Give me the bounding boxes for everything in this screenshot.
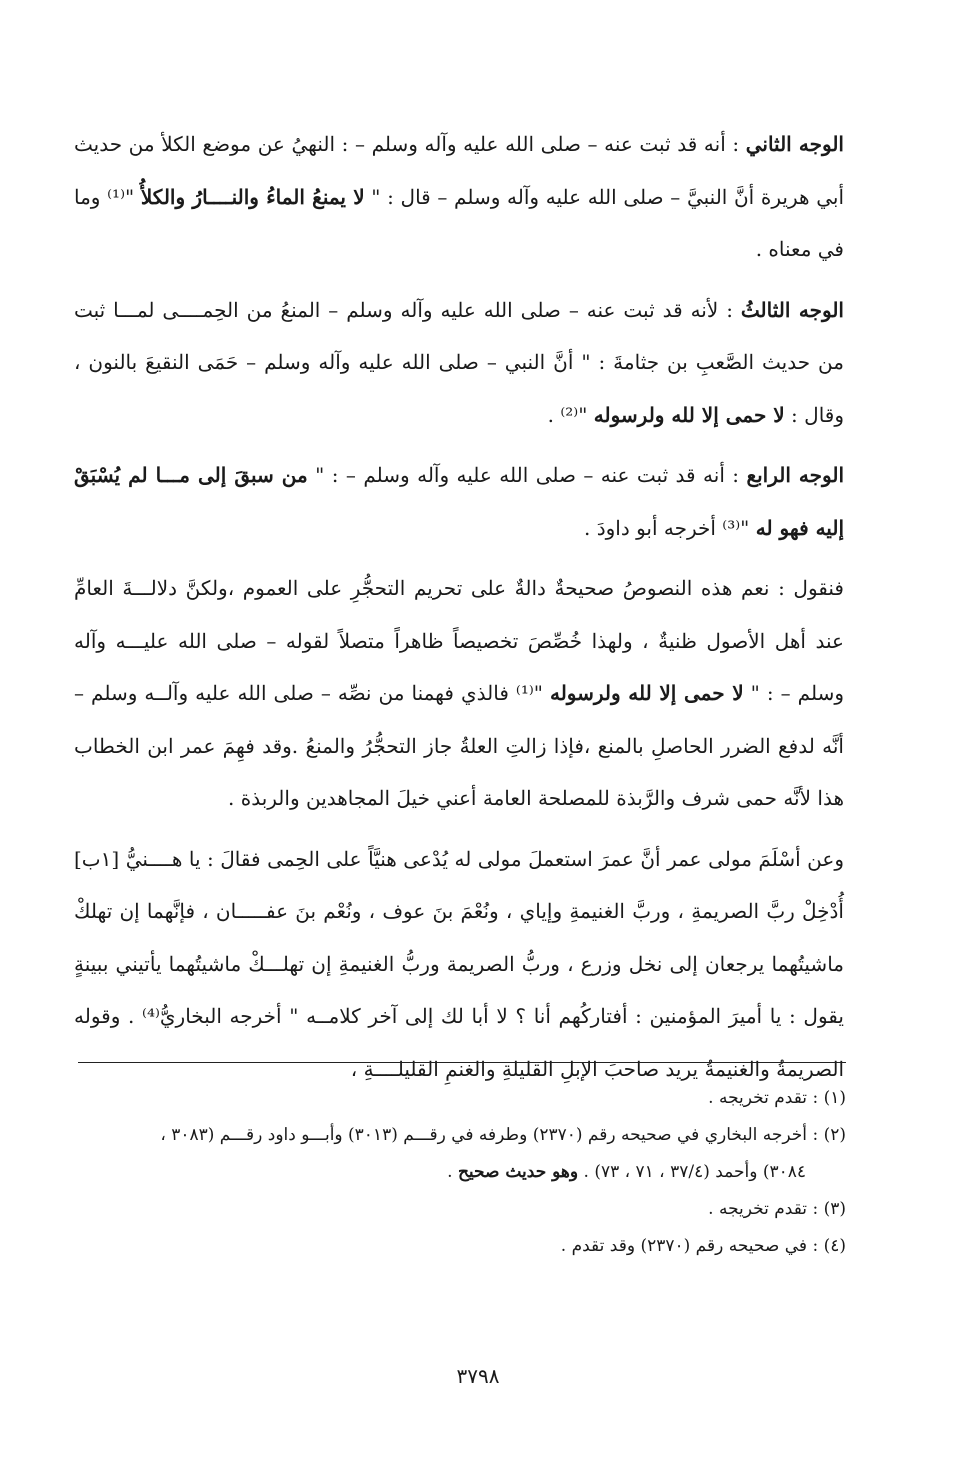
paragraph-text: : أنه قد ثبت عنه – صلى الله عليه وآله وسلم – : النهيُ عن موضع الكلأ من حديث أبي هريرة أنَّ النبيَّ – صلى الله عليه وآله وسلم – قال : " — [74, 132, 845, 209]
footnote-text: : تقدم تخريجه . — [708, 1088, 824, 1108]
footnote-text: ٣٠٨٤) وأحمد (٣٧/٤ ، ٧١ ، ٧٣) . — [578, 1162, 806, 1182]
paragraph-text: وعن أسْلَمَ مولى عمر أنَّ عمرَ استعملَ مولى له يُدْعى هنيَّاً على الحِمى فقالَ : يا هــــنيُّ [١ب] أُدْخِلْ ربَّ الصريمةِ ، وربَّ الغنيمةِ وإياي ، ونُعْمَ بنَ عوف ، ونُعْم بنَ عفـــــان ، فإنَّهما إن تهلكْ ماشيتُهما يرجعان إلى نخل وزرع ، وربُّ الصريمة وربُّ الغنيمةِ إن تهلـــكْ ماشيتُهما يأتيني ببينةٍ يقول : يا أميرَ المؤمنين : أفتاركُهم أنا ؟ لا أبا لك إلى آخر كلامــه " أخرجه البخاريُّ⁽⁴⁾ . وقوله الصريمةُ والغنيمةُ يريد صاحبَ الإبلِ القليلةِ والغنمِ القليلــــةِ ، — [74, 846, 844, 1081]
paragraph-heading: الوجه الثالثُ — [740, 297, 844, 322]
page-number: ٣٧٩٨ — [456, 1364, 500, 1388]
paragraph-heading: الوجه الثاني — [745, 132, 844, 156]
hadith-quote: من سبقَ إلى مـــا لم يُسْبَقْ إليه فهو له — [74, 463, 844, 540]
footnote-2 — [74, 1117, 846, 1154]
paragraph-heading: الوجه الرابع — [746, 463, 844, 487]
paragraph-text: فنقول : نعم هذه النصوصُ صحيحةٌ دالةٌ على تحريم التحجُّرِ على العموم ،ولكنَّ دلالـــةَ العامِّ عند أهل الأصول ظنيةٌ ، ولهذا خُصِّصَ تخصيصاً ظاهراً متصلاً لقوله – صلى الله عليـــه وآله وسلم – : " — [74, 576, 844, 705]
footnote-text: : تقدم تخريجه . — [708, 1199, 824, 1219]
paragraph-text-tail: "⁽¹⁾ وما في معناه . — [74, 184, 844, 261]
footnote-grading: وهو حديث صحيح — [457, 1162, 579, 1182]
paragraph-text-tail: "⁽²⁾ . — [547, 402, 594, 427]
footnote-number: (٢) — [823, 1125, 846, 1145]
paragraph-third-aspect — [74, 284, 844, 442]
body-text — [74, 118, 844, 1095]
paragraph-second-aspect — [74, 118, 844, 276]
paragraph-text: : لأنه قد ثبت عنه – صلى الله عليه وآله وسلم – المنعُ من الحِمــــى لمـــا ثبت من حديث الصَّعبِ بن جثامةَ : " أنَّ النبي – صلى الله عليه وآله وسلم – حَمَى النقيعَ بالنون ، وقال : — [74, 297, 844, 427]
footnote-1 — [74, 1080, 846, 1117]
paragraph-text-tail: "⁽¹⁾ فالذي فهمنا من نصِّه – صلى الله عليه وآلــه وسلم – أنَّه لدفع الضرر الحاصلِ بالمنع ،فإذا زالتِ العلةُ جاز التحجُّرُ والمنعُ .وقد فهِمَ عمر ابن الخطاب هذا لأنَّه حمى شرف والرَّبذة للمصلحة العامة أعني خيلَ المجاهدين والربذة . — [74, 681, 844, 810]
footnote-text: : أخرجه البخاري في صحيحه رقم (٢٣٧٠) وطرفه في رقـــم (٣٠١٣) وأبـــو داود رقـــم (٣٠٨٣ ، — [160, 1125, 824, 1145]
footnote-divider — [78, 1062, 846, 1063]
hadith-quote: لا حمى إلا لله ولرسوله — [549, 681, 744, 705]
paragraph-response — [74, 562, 844, 825]
footnote-3 — [74, 1191, 846, 1228]
footnote-number: (٣) — [823, 1199, 846, 1219]
footnotes — [74, 1080, 846, 1265]
paragraph-fourth-aspect — [74, 449, 844, 554]
footnote-2-continued — [74, 1154, 846, 1191]
footnote-4 — [74, 1228, 846, 1265]
footnote-number: (١) — [823, 1088, 846, 1108]
hadith-quote: لا يمنعُ الماءُ والنــــارُ والكلأُ — [140, 184, 365, 209]
footnote-text: : في صحيحه رقم (٢٣٧٠) وقد تقدم . — [560, 1236, 824, 1256]
paragraph-text-tail: "⁽³⁾ أخرجه أبو داودَ . — [584, 515, 756, 540]
footnote-number: (٤) — [823, 1236, 846, 1256]
paragraph-aslam-narration — [74, 833, 844, 1096]
paragraph-text: : أنه قد ثبت عنه – صلى الله عليه وآله وسلم – : " — [307, 463, 747, 487]
footnote-text-tail: . — [447, 1162, 458, 1182]
hadith-quote: لا حمى إلا لله ولرسوله — [593, 402, 785, 427]
